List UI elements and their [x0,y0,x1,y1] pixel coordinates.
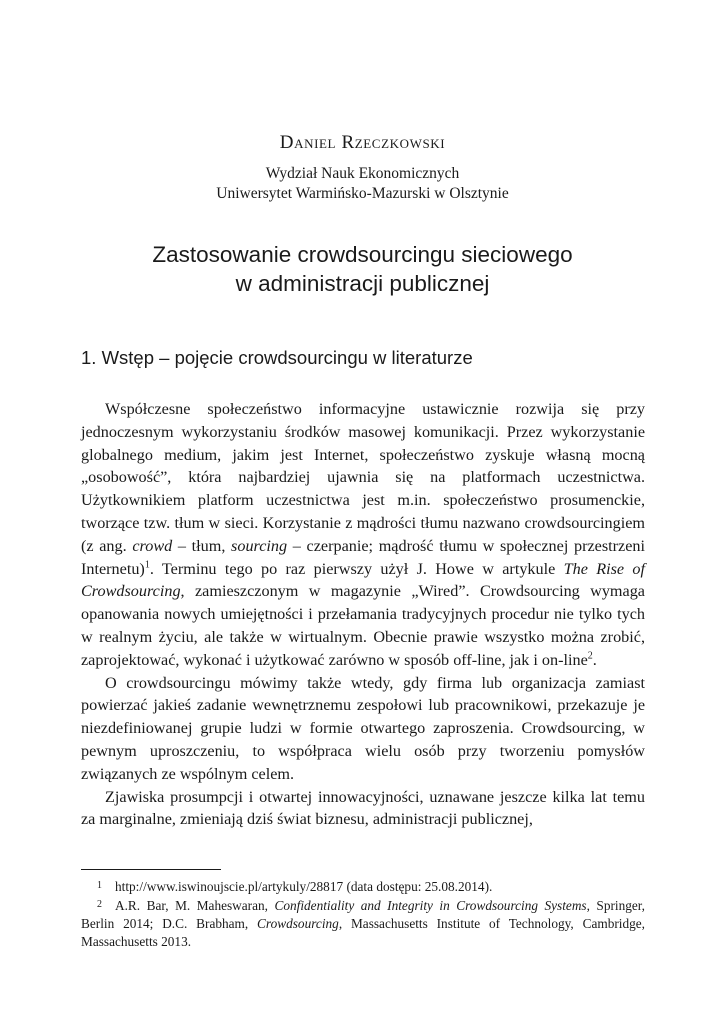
footnote-1-number: 1 [97,880,102,891]
paragraph-1-text-c: – czerpanie; mądrość tłumu w społecznej przestrzeni Internetu) [81,536,645,578]
paragraph-1 [81,398,645,672]
footnote-2-text-c: , Massachusetts Institute of Technology, Cambridge, Massachusetts 2013. [81,916,645,949]
paragraph-2: O crowdsourcingu mówimy także wtedy, gdy firma lub organizacja zamiast powierzać jakieś zadanie wewnętrznemu zespołowi lub pracownikowi, przekazuje je niezdefiniowanej grupie ludzi w formie otwartego zaproszenia. Crowdsourcing, w pewnym uproszczeniu, to współpraca wielu osób przy tworzeniu pomysłów związanych ze wspólnym celem. [81,673,645,783]
paragraph-1-text-f: . [592,650,597,669]
article-title [0,240,725,298]
footnote-2-book-1: Confidentiality and Integrity in Crowdsourcing Systems [274,898,587,913]
term-sourcing: sourcing [231,536,288,555]
footnote-separator [81,869,221,870]
paragraph-3: Zjawiska prosumpcji i otwartej innowacyjności, uznawane jeszcze kilka lat temu za marginalne, zmieniają dziś świat biznesu, administracji publicznej, [81,787,645,829]
footnote-2 [81,896,645,951]
body-text [81,398,645,831]
paragraph-1-text-d: . Terminu tego po raz pierwszy użył J. Howe w artykule [149,559,564,578]
title-line-2: w administracji publicznej [235,271,490,296]
footnote-2-number: 2 [97,899,102,910]
section-heading: 1. Wstęp – pojęcie crowdsourcingu w literaturze [81,347,473,368]
author-name: Daniel Rzeczkowski [279,132,446,153]
term-crowd: crowd [132,536,173,555]
footnote-1 [81,877,645,896]
paragraph-1-text-a: Współczesne społeczeństwo informacyjne ustawicznie rozwija się przy jednoczesnym wykorzystaniu środków masowej komunikacji. Przez wykorzystanie globalnego medium, jakim jest Internet, społeczeństwo zyskuje własną mocną „osobowość”, która najbardziej ujawnia się na platformach uczestnictwa. Użytkownikiem platform uczestnictwa jest m.in. społeczeństwo prosumenckie, tworzące tzw. tłum w sieci. Korzystanie z mądrości tłumu nazwano crowdsourcingiem (z ang. [81,400,645,555]
paragraph-1-text-e: , zamieszczonym w magazynie „Wired”. Crowdsourcing wymaga opanowania nowych umiejętności i przełamania tradycyjnych procedur nie tylko tych w realnym życiu, ale także w wirtualnym. Obecnie prawie wszystko można zrobić, zaprojektować, wykonać i użytkować zarówno w sposób off-line, jak i on-line [81,582,645,669]
title-line-1: Zastosowanie crowdsourcingu sieciowego [152,242,573,267]
affiliation-faculty: Wydział Nauk Ekonomicznych [265,165,460,182]
article-title-ref: The Rise of Crowdsourcing [81,559,645,601]
footnote-2-text-b: , Springer, Berlin 2014; D.C. Brabham, [81,898,646,931]
footnote-ref-2: 2 [587,650,593,662]
footnote-1-text: http://www.iswinoujscie.pl/artykuly/28817 (data dostępu: 25.08.2014). [115,879,493,894]
footnote-ref-1: 1 [144,559,150,571]
paragraph-1-text-b: – tłum, [172,536,232,555]
footnotes [81,877,645,951]
footnote-2-text-a: A.R. Bar, M. Maheswaran, [115,898,275,913]
affiliation-university: Uniwersytet Warmińsko-Mazurski w Olsztynie [216,185,509,202]
footnote-2-book-2: Crowdsourcing [257,916,339,931]
